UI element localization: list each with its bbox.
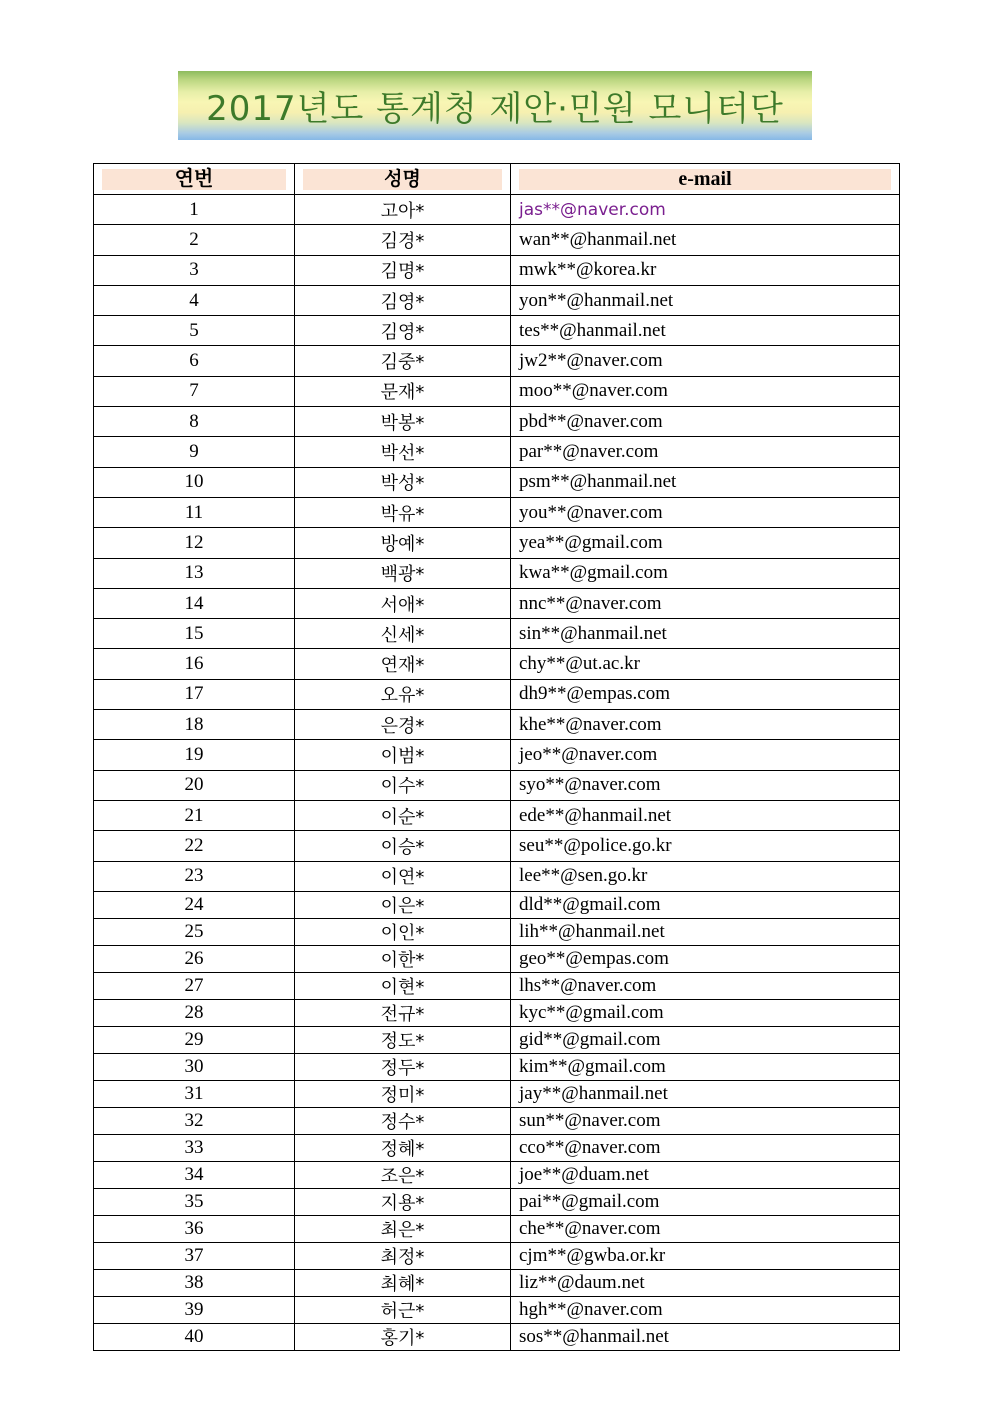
- table-row: [94, 1026, 900, 1053]
- table-row: [94, 918, 900, 945]
- row-number: 38: [94, 1269, 295, 1296]
- row-number: 10: [94, 467, 295, 497]
- row-email[interactable]: joe**@duam.net: [511, 1161, 900, 1188]
- table-row: [94, 945, 900, 972]
- row-email[interactable]: khe**@naver.com: [511, 710, 900, 740]
- table-row: [94, 1296, 900, 1323]
- table-row: [94, 497, 900, 527]
- row-name: 이현*: [295, 972, 511, 999]
- row-name: 김영*: [295, 316, 511, 346]
- row-name: 방예*: [295, 528, 511, 558]
- row-email[interactable]: wan**@hanmail.net: [511, 225, 900, 255]
- row-name: 이인*: [295, 918, 511, 945]
- row-number: 1: [94, 195, 295, 225]
- row-email[interactable]: sin**@hanmail.net: [511, 619, 900, 649]
- table-row: [94, 346, 900, 376]
- row-email[interactable]: mwk**@korea.kr: [511, 255, 900, 285]
- table-row: [94, 588, 900, 618]
- row-email[interactable]: you**@naver.com: [511, 497, 900, 527]
- row-email[interactable]: seu**@police.go.kr: [511, 831, 900, 861]
- row-number: 5: [94, 316, 295, 346]
- row-email[interactable]: pai**@gmail.com: [511, 1188, 900, 1215]
- table-row: [94, 1107, 900, 1134]
- row-email[interactable]: kim**@gmail.com: [511, 1053, 900, 1080]
- row-number: 39: [94, 1296, 295, 1323]
- row-number: 12: [94, 528, 295, 558]
- table-row: [94, 619, 900, 649]
- row-number: 29: [94, 1026, 295, 1053]
- row-name: 이순*: [295, 800, 511, 830]
- row-email[interactable]: kyc**@gmail.com: [511, 999, 900, 1026]
- table-row: [94, 740, 900, 770]
- row-name: 정미*: [295, 1080, 511, 1107]
- column-header-name: 성명: [295, 164, 511, 195]
- row-number: 13: [94, 558, 295, 588]
- row-number: 25: [94, 918, 295, 945]
- row-name: 정두*: [295, 1053, 511, 1080]
- row-number: 40: [94, 1323, 295, 1350]
- row-name: 오유*: [295, 679, 511, 709]
- table-row: [94, 467, 900, 497]
- table-row: [94, 1215, 900, 1242]
- row-number: 33: [94, 1134, 295, 1161]
- row-number: 14: [94, 588, 295, 618]
- table-row: [94, 861, 900, 891]
- row-number: 20: [94, 770, 295, 800]
- row-name: 이연*: [295, 861, 511, 891]
- row-name: 연재*: [295, 649, 511, 679]
- row-number: 26: [94, 945, 295, 972]
- row-number: 4: [94, 285, 295, 315]
- row-name: 지용*: [295, 1188, 511, 1215]
- row-email[interactable]: pbd**@naver.com: [511, 407, 900, 437]
- row-number: 32: [94, 1107, 295, 1134]
- row-name: 김명*: [295, 255, 511, 285]
- row-email[interactable]: yea**@gmail.com: [511, 528, 900, 558]
- row-email[interactable]: sun**@naver.com: [511, 1107, 900, 1134]
- table-row: [94, 407, 900, 437]
- row-name: 이범*: [295, 740, 511, 770]
- row-number: 15: [94, 619, 295, 649]
- row-name: 최정*: [295, 1242, 511, 1269]
- row-number: 17: [94, 679, 295, 709]
- table-row: [94, 679, 900, 709]
- row-number: 30: [94, 1053, 295, 1080]
- row-email[interactable]: yon**@hanmail.net: [511, 285, 900, 315]
- page-title: 2017년도 통계청 제안·민원 모니터단: [206, 89, 784, 129]
- row-name: 이승*: [295, 831, 511, 861]
- row-email[interactable]: psm**@hanmail.net: [511, 467, 900, 497]
- row-email[interactable]: sos**@hanmail.net: [511, 1323, 900, 1350]
- row-email[interactable]: lhs**@naver.com: [511, 972, 900, 999]
- row-number: 8: [94, 407, 295, 437]
- row-number: 19: [94, 740, 295, 770]
- table-row: [94, 649, 900, 679]
- table-row: [94, 1161, 900, 1188]
- row-number: 34: [94, 1161, 295, 1188]
- table-row: [94, 831, 900, 861]
- row-name: 전규*: [295, 999, 511, 1026]
- row-name: 정수*: [295, 1107, 511, 1134]
- row-number: 24: [94, 891, 295, 918]
- row-email[interactable]: jay**@hanmail.net: [511, 1080, 900, 1107]
- table-row: [94, 800, 900, 830]
- row-number: 9: [94, 437, 295, 467]
- row-email[interactable]: kwa**@gmail.com: [511, 558, 900, 588]
- row-name: 이수*: [295, 770, 511, 800]
- row-name: 문재*: [295, 376, 511, 406]
- row-number: 31: [94, 1080, 295, 1107]
- row-email[interactable]: moo**@naver.com: [511, 376, 900, 406]
- row-email[interactable]: cjm**@gwba.or.kr: [511, 1242, 900, 1269]
- row-email[interactable]: ede**@hanmail.net: [511, 800, 900, 830]
- title-banner: [178, 71, 812, 140]
- row-number: 27: [94, 972, 295, 999]
- table-row: [94, 225, 900, 255]
- table-row: [94, 1323, 900, 1350]
- row-name: 김영*: [295, 285, 511, 315]
- row-name: 김경*: [295, 225, 511, 255]
- row-email[interactable]: nnc**@naver.com: [511, 588, 900, 618]
- table-row: [94, 710, 900, 740]
- row-email[interactable]: jas**@naver.com: [511, 195, 900, 225]
- row-name: 박선*: [295, 437, 511, 467]
- row-number: 16: [94, 649, 295, 679]
- row-number: 23: [94, 861, 295, 891]
- row-name: 은경*: [295, 710, 511, 740]
- row-email[interactable]: dld**@gmail.com: [511, 891, 900, 918]
- table-row: [94, 1269, 900, 1296]
- column-header-email: e-mail: [511, 164, 900, 195]
- row-number: 36: [94, 1215, 295, 1242]
- row-number: 7: [94, 376, 295, 406]
- row-email[interactable]: hgh**@naver.com: [511, 1296, 900, 1323]
- table-row: [94, 999, 900, 1026]
- table-row: [94, 285, 900, 315]
- row-name: 허근*: [295, 1296, 511, 1323]
- row-number: 22: [94, 831, 295, 861]
- row-name: 조은*: [295, 1161, 511, 1188]
- row-number: 35: [94, 1188, 295, 1215]
- row-number: 2: [94, 225, 295, 255]
- row-number: 37: [94, 1242, 295, 1269]
- row-name: 홍기*: [295, 1323, 511, 1350]
- row-number: 28: [94, 999, 295, 1026]
- row-email[interactable]: jeo**@naver.com: [511, 740, 900, 770]
- row-email[interactable]: tes**@hanmail.net: [511, 316, 900, 346]
- table-row: [94, 1188, 900, 1215]
- row-email[interactable]: lee**@sen.go.kr: [511, 861, 900, 891]
- row-email[interactable]: gid**@gmail.com: [511, 1026, 900, 1053]
- row-name: 이은*: [295, 891, 511, 918]
- row-name: 서애*: [295, 588, 511, 618]
- row-name: 김중*: [295, 346, 511, 376]
- row-name: 백광*: [295, 558, 511, 588]
- row-email[interactable]: lih**@hanmail.net: [511, 918, 900, 945]
- table-row: [94, 528, 900, 558]
- table-header-row: [94, 164, 900, 195]
- row-name: 이한*: [295, 945, 511, 972]
- row-email[interactable]: jw2**@naver.com: [511, 346, 900, 376]
- table-row: [94, 1242, 900, 1269]
- row-name: 박성*: [295, 467, 511, 497]
- row-name: 박봉*: [295, 407, 511, 437]
- table-row: [94, 1053, 900, 1080]
- table-row: [94, 1080, 900, 1107]
- row-name: 고아*: [295, 195, 511, 225]
- row-name: 최은*: [295, 1215, 511, 1242]
- row-email[interactable]: cco**@naver.com: [511, 1134, 900, 1161]
- row-name: 최혜*: [295, 1269, 511, 1296]
- row-email[interactable]: geo**@empas.com: [511, 945, 900, 972]
- row-name: 박유*: [295, 497, 511, 527]
- row-number: 11: [94, 497, 295, 527]
- row-number: 18: [94, 710, 295, 740]
- table-row: [94, 558, 900, 588]
- row-name: 신세*: [295, 619, 511, 649]
- row-number: 3: [94, 255, 295, 285]
- row-email[interactable]: liz**@daum.net: [511, 1269, 900, 1296]
- row-name: 정혜*: [295, 1134, 511, 1161]
- table-row: [94, 195, 900, 225]
- table-row: [94, 255, 900, 285]
- row-email[interactable]: chy**@ut.ac.kr: [511, 649, 900, 679]
- row-name: 정도*: [295, 1026, 511, 1053]
- monitor-table: [93, 163, 900, 1351]
- row-email[interactable]: syo**@naver.com: [511, 770, 900, 800]
- row-email[interactable]: che**@naver.com: [511, 1215, 900, 1242]
- row-number: 6: [94, 346, 295, 376]
- row-number: 21: [94, 800, 295, 830]
- table-row: [94, 891, 900, 918]
- table-row: [94, 1134, 900, 1161]
- column-header-number: 연번: [94, 164, 295, 195]
- table-row: [94, 316, 900, 346]
- table-row: [94, 972, 900, 999]
- table-row: [94, 376, 900, 406]
- table-row: [94, 437, 900, 467]
- row-email[interactable]: par**@naver.com: [511, 437, 900, 467]
- table-row: [94, 770, 900, 800]
- row-email[interactable]: dh9**@empas.com: [511, 679, 900, 709]
